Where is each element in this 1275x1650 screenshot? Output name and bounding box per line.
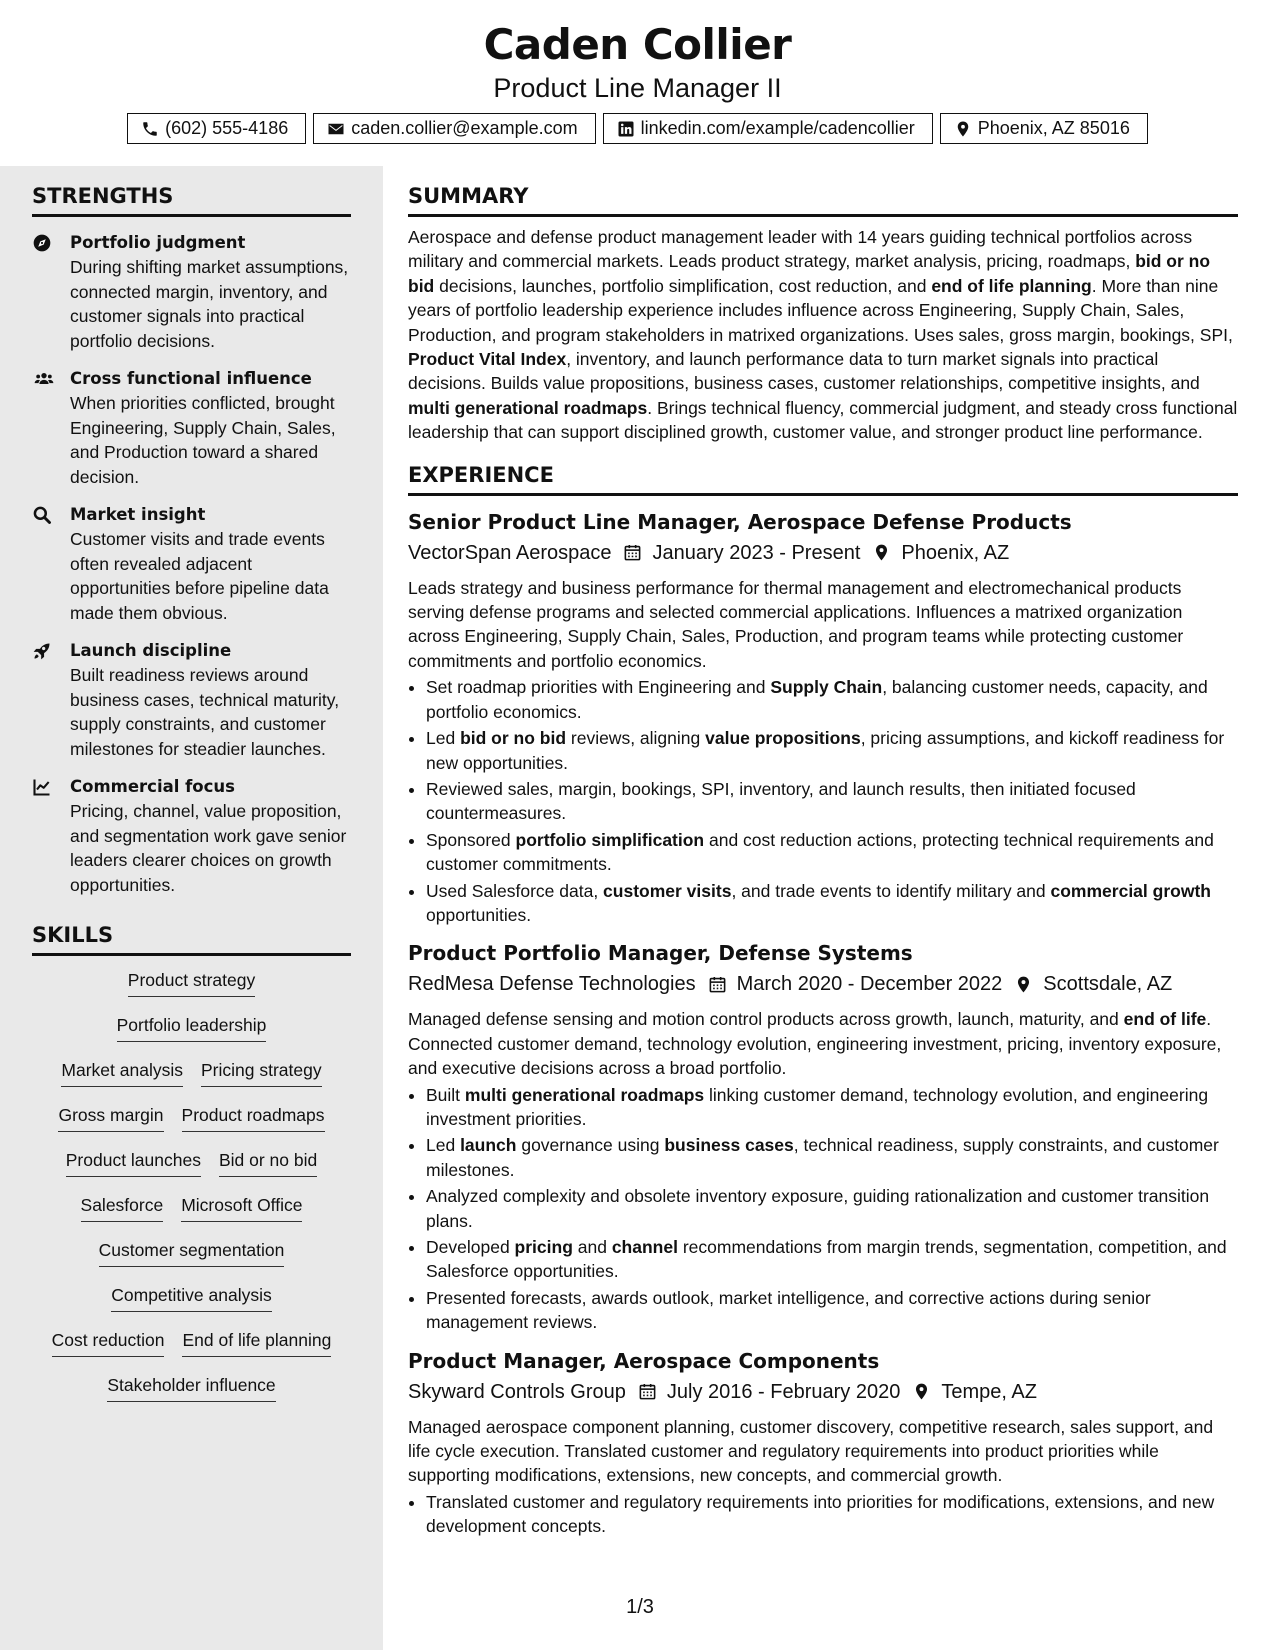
job-bullet: • Presented forecasts, awards outlook, market intelligence, and corrective actions during senior management reviews. bbox=[426, 1286, 1238, 1335]
skill-tag: Cost reduction bbox=[52, 1330, 165, 1357]
skill-tag: Customer segmentation bbox=[99, 1240, 285, 1267]
contact-phone-text: (602) 555-4186 bbox=[165, 118, 289, 138]
job-bullets bbox=[408, 675, 1238, 927]
job-meta bbox=[408, 1377, 1238, 1407]
job-company: RedMesa Defense Technologies bbox=[408, 973, 696, 996]
job-bullet: • Sponsored portfolio simplification and cost reduction actions, protecting technical requirements and customer commitments. bbox=[426, 828, 1238, 877]
job-company: Skyward Controls Group bbox=[408, 1380, 626, 1403]
experience-heading: EXPERIENCE bbox=[408, 463, 1238, 496]
skill-row bbox=[32, 1146, 351, 1191]
job-title: Senior Product Line Manager, Aerospace Defense Products bbox=[408, 509, 1072, 534]
skill-tag: Gross margin bbox=[58, 1105, 163, 1132]
skill-tag: End of life planning bbox=[182, 1330, 331, 1357]
skills-list bbox=[32, 966, 351, 1416]
users-icon bbox=[32, 369, 56, 389]
calendar-icon bbox=[708, 975, 727, 994]
experience-list bbox=[408, 508, 1238, 1539]
job-bullet: • Translated customer and regulatory requirements into priorities for modifications, extensions, and new development concepts. bbox=[426, 1490, 1238, 1539]
compass-icon bbox=[32, 233, 52, 253]
job-location: Phoenix, AZ bbox=[901, 541, 1010, 564]
job-dates: March 2020 - December 2022 bbox=[736, 973, 1003, 996]
job-bullet: • Used Salesforce data, customer visits, and trade events to identify military and commercial growth opportunities. bbox=[426, 879, 1238, 928]
candidate-title: Product Line Manager II bbox=[493, 73, 782, 103]
job-description: Leads strategy and business performance for thermal management and electromechanical products serving defense programs and selected commercial applications. Influences a matrixed organization across Engineering, Supply Chain, Sales, Production, and program teams while protecting customer commitments and portfolio economics. bbox=[408, 577, 1184, 671]
job-title: Product Manager, Aerospace Components bbox=[408, 1348, 880, 1373]
strength-item bbox=[32, 639, 351, 761]
contact-bar bbox=[0, 113, 1275, 144]
summary-text: Aerospace and defense product management leader with 14 years guiding technical portfolios across military and commercial markets. Leads product strategy, market analysis, pricing, roadmaps, bid or no bid decisions, launches, portfolio simplification, cost reduction, and end of life planning. More than nine years of portfolio leadership experience includes influence across Engineering, Supply Chain, Sales, Production, and program stakeholders in matrixed organizations. Uses sales, gross margin, bookings, SPI, Product Vital Index, inventory, and launch performance data to turn market signals into practical decisions. Builds value propositions, business cases, customer relationships, competitive insights, and multi generational roadmaps. Brings technical fluency, commercial judgment, and steady cross functional leadership that can support disciplined growth, customer value, and stronger product line performance. bbox=[408, 227, 1238, 443]
skill-row bbox=[32, 1281, 351, 1326]
skill-row bbox=[32, 1371, 351, 1416]
job-bullet: • Analyzed complexity and obsolete inventory exposure, guiding rationalization and customer transition plans. bbox=[426, 1184, 1238, 1233]
skill-row bbox=[32, 1101, 351, 1146]
skill-tag: Product strategy bbox=[128, 970, 255, 997]
contact-linkedin-text: linkedin.com/example/cadencollier bbox=[640, 118, 915, 138]
calendar-icon bbox=[638, 1382, 657, 1401]
linkedin-icon bbox=[617, 120, 635, 138]
job-meta bbox=[408, 538, 1238, 568]
job-meta bbox=[408, 969, 1238, 999]
skill-tag: Market analysis bbox=[61, 1060, 183, 1087]
strength-text: When priorities conflicted, brought Engineering, Supply Chain, Sales, and Production toward a shared decision. bbox=[70, 393, 336, 487]
skill-tag: Stakeholder influence bbox=[107, 1375, 275, 1402]
calendar-icon bbox=[623, 543, 642, 562]
map-pin-icon bbox=[872, 543, 891, 562]
strength-text: Pricing, channel, value proposition, and segmentation work gave senior leaders clearer choices on growth opportunities. bbox=[70, 801, 347, 895]
skill-row bbox=[32, 1326, 351, 1371]
job-entry bbox=[408, 1347, 1238, 1539]
job-bullet: • Set roadmap priorities with Engineering and Supply Chain, balancing customer needs, capacity, and portfolio economics. bbox=[426, 675, 1238, 724]
strength-title: Commercial focus bbox=[70, 777, 235, 796]
contact-email-text: caden.collier@example.com bbox=[351, 118, 578, 138]
job-dates: July 2016 - February 2020 bbox=[666, 1380, 901, 1403]
rocket-icon bbox=[32, 641, 52, 661]
strength-title: Market insight bbox=[70, 505, 206, 524]
skill-tag: Microsoft Office bbox=[181, 1195, 302, 1222]
skill-row bbox=[32, 1056, 351, 1101]
job-bullet: • Built multi generational roadmaps linking customer demand, technology evolution, and engineering investment priorities. bbox=[426, 1083, 1238, 1132]
strength-text: During shifting market assumptions, connected margin, inventory, and customer signals into practical portfolio decisions. bbox=[70, 257, 349, 351]
contact-linkedin[interactable] bbox=[603, 113, 933, 144]
strength-item bbox=[32, 503, 351, 625]
search-icon bbox=[32, 505, 52, 525]
strength-title: Launch discipline bbox=[70, 641, 232, 660]
job-location: Tempe, AZ bbox=[941, 1380, 1037, 1403]
phone-icon bbox=[141, 120, 159, 138]
job-bullet: • Developed pricing and channel recommendations from margin trends, segmentation, competition, and Salesforce opportunities. bbox=[426, 1235, 1238, 1284]
job-bullets bbox=[408, 1083, 1238, 1335]
skill-tag: Pricing strategy bbox=[201, 1060, 322, 1087]
job-description: Managed defense sensing and motion control products across growth, launch, maturity, and end of life. Connected customer demand, technology evolution, engineering investment, pricing, inventory exposure, and executive decisions across a broad portfolio. bbox=[408, 1009, 1222, 1079]
map-pin-icon bbox=[954, 120, 972, 138]
skill-tag: Salesforce bbox=[81, 1195, 164, 1222]
main-content bbox=[408, 166, 1238, 1541]
skill-row bbox=[32, 1236, 351, 1281]
job-bullets bbox=[408, 1490, 1238, 1539]
strength-item bbox=[32, 775, 351, 897]
job-bullet: • Led bid or no bid reviews, aligning value propositions, pricing assumptions, and kickoff readiness for new opportunities. bbox=[426, 726, 1238, 775]
contact-phone[interactable] bbox=[127, 113, 306, 144]
strength-text: Built readiness reviews around business cases, technical maturity, supply constraints, and customer milestones for steadier launches. bbox=[70, 665, 340, 759]
skill-row bbox=[32, 966, 351, 1011]
sidebar bbox=[0, 166, 383, 1650]
skill-tag: Product launches bbox=[66, 1150, 201, 1177]
job-dates: January 2023 - Present bbox=[652, 541, 861, 564]
job-entry bbox=[408, 508, 1238, 928]
map-pin-icon bbox=[912, 1382, 931, 1401]
skill-row bbox=[32, 1191, 351, 1236]
job-bullet: • Reviewed sales, margin, bookings, SPI, inventory, and launch results, then initiated focused countermeasures. bbox=[426, 777, 1238, 826]
job-bullet: • Led launch governance using business cases, technical readiness, supply constraints, and customer milestones. bbox=[426, 1133, 1238, 1182]
contact-location[interactable] bbox=[940, 113, 1148, 144]
page-number: 1/3 bbox=[626, 1596, 654, 1618]
job-title: Product Portfolio Manager, Defense Systems bbox=[408, 941, 913, 966]
job-description: Managed aerospace component planning, customer discovery, competitive research, sales support, and life cycle execution. Translated customer and regulatory requirements into product priorities while supporting modifications, extensions, new concepts, and commercial growth. bbox=[408, 1416, 1214, 1486]
envelope-icon bbox=[327, 120, 345, 138]
strengths-heading: STRENGTHS bbox=[32, 184, 351, 217]
summary-heading: SUMMARY bbox=[408, 184, 1238, 217]
skill-tag: Product roadmaps bbox=[182, 1105, 325, 1132]
job-company: VectorSpan Aerospace bbox=[408, 541, 612, 564]
chart-line-icon bbox=[32, 777, 52, 797]
contact-email[interactable] bbox=[313, 113, 595, 144]
strength-text: Customer visits and trade events often revealed adjacent opportunities before pipeline data made them obvious. bbox=[70, 529, 329, 623]
skill-tag: Portfolio leadership bbox=[117, 1015, 267, 1042]
skill-tag: Competitive analysis bbox=[111, 1285, 271, 1312]
strength-title: Cross functional influence bbox=[70, 369, 312, 388]
candidate-name: Caden Collier bbox=[483, 20, 792, 69]
map-pin-icon bbox=[1014, 975, 1033, 994]
contact-location-text: Phoenix, AZ 85016 bbox=[977, 118, 1130, 138]
job-entry bbox=[408, 939, 1238, 1334]
strength-item bbox=[32, 231, 351, 353]
job-location: Scottsdale, AZ bbox=[1043, 973, 1173, 996]
resume-header bbox=[0, 0, 1275, 166]
strength-item bbox=[32, 367, 351, 489]
skills-heading: SKILLS bbox=[32, 923, 351, 956]
skill-row bbox=[32, 1011, 351, 1056]
skill-tag: Bid or no bid bbox=[219, 1150, 317, 1177]
strength-title: Portfolio judgment bbox=[70, 233, 246, 252]
